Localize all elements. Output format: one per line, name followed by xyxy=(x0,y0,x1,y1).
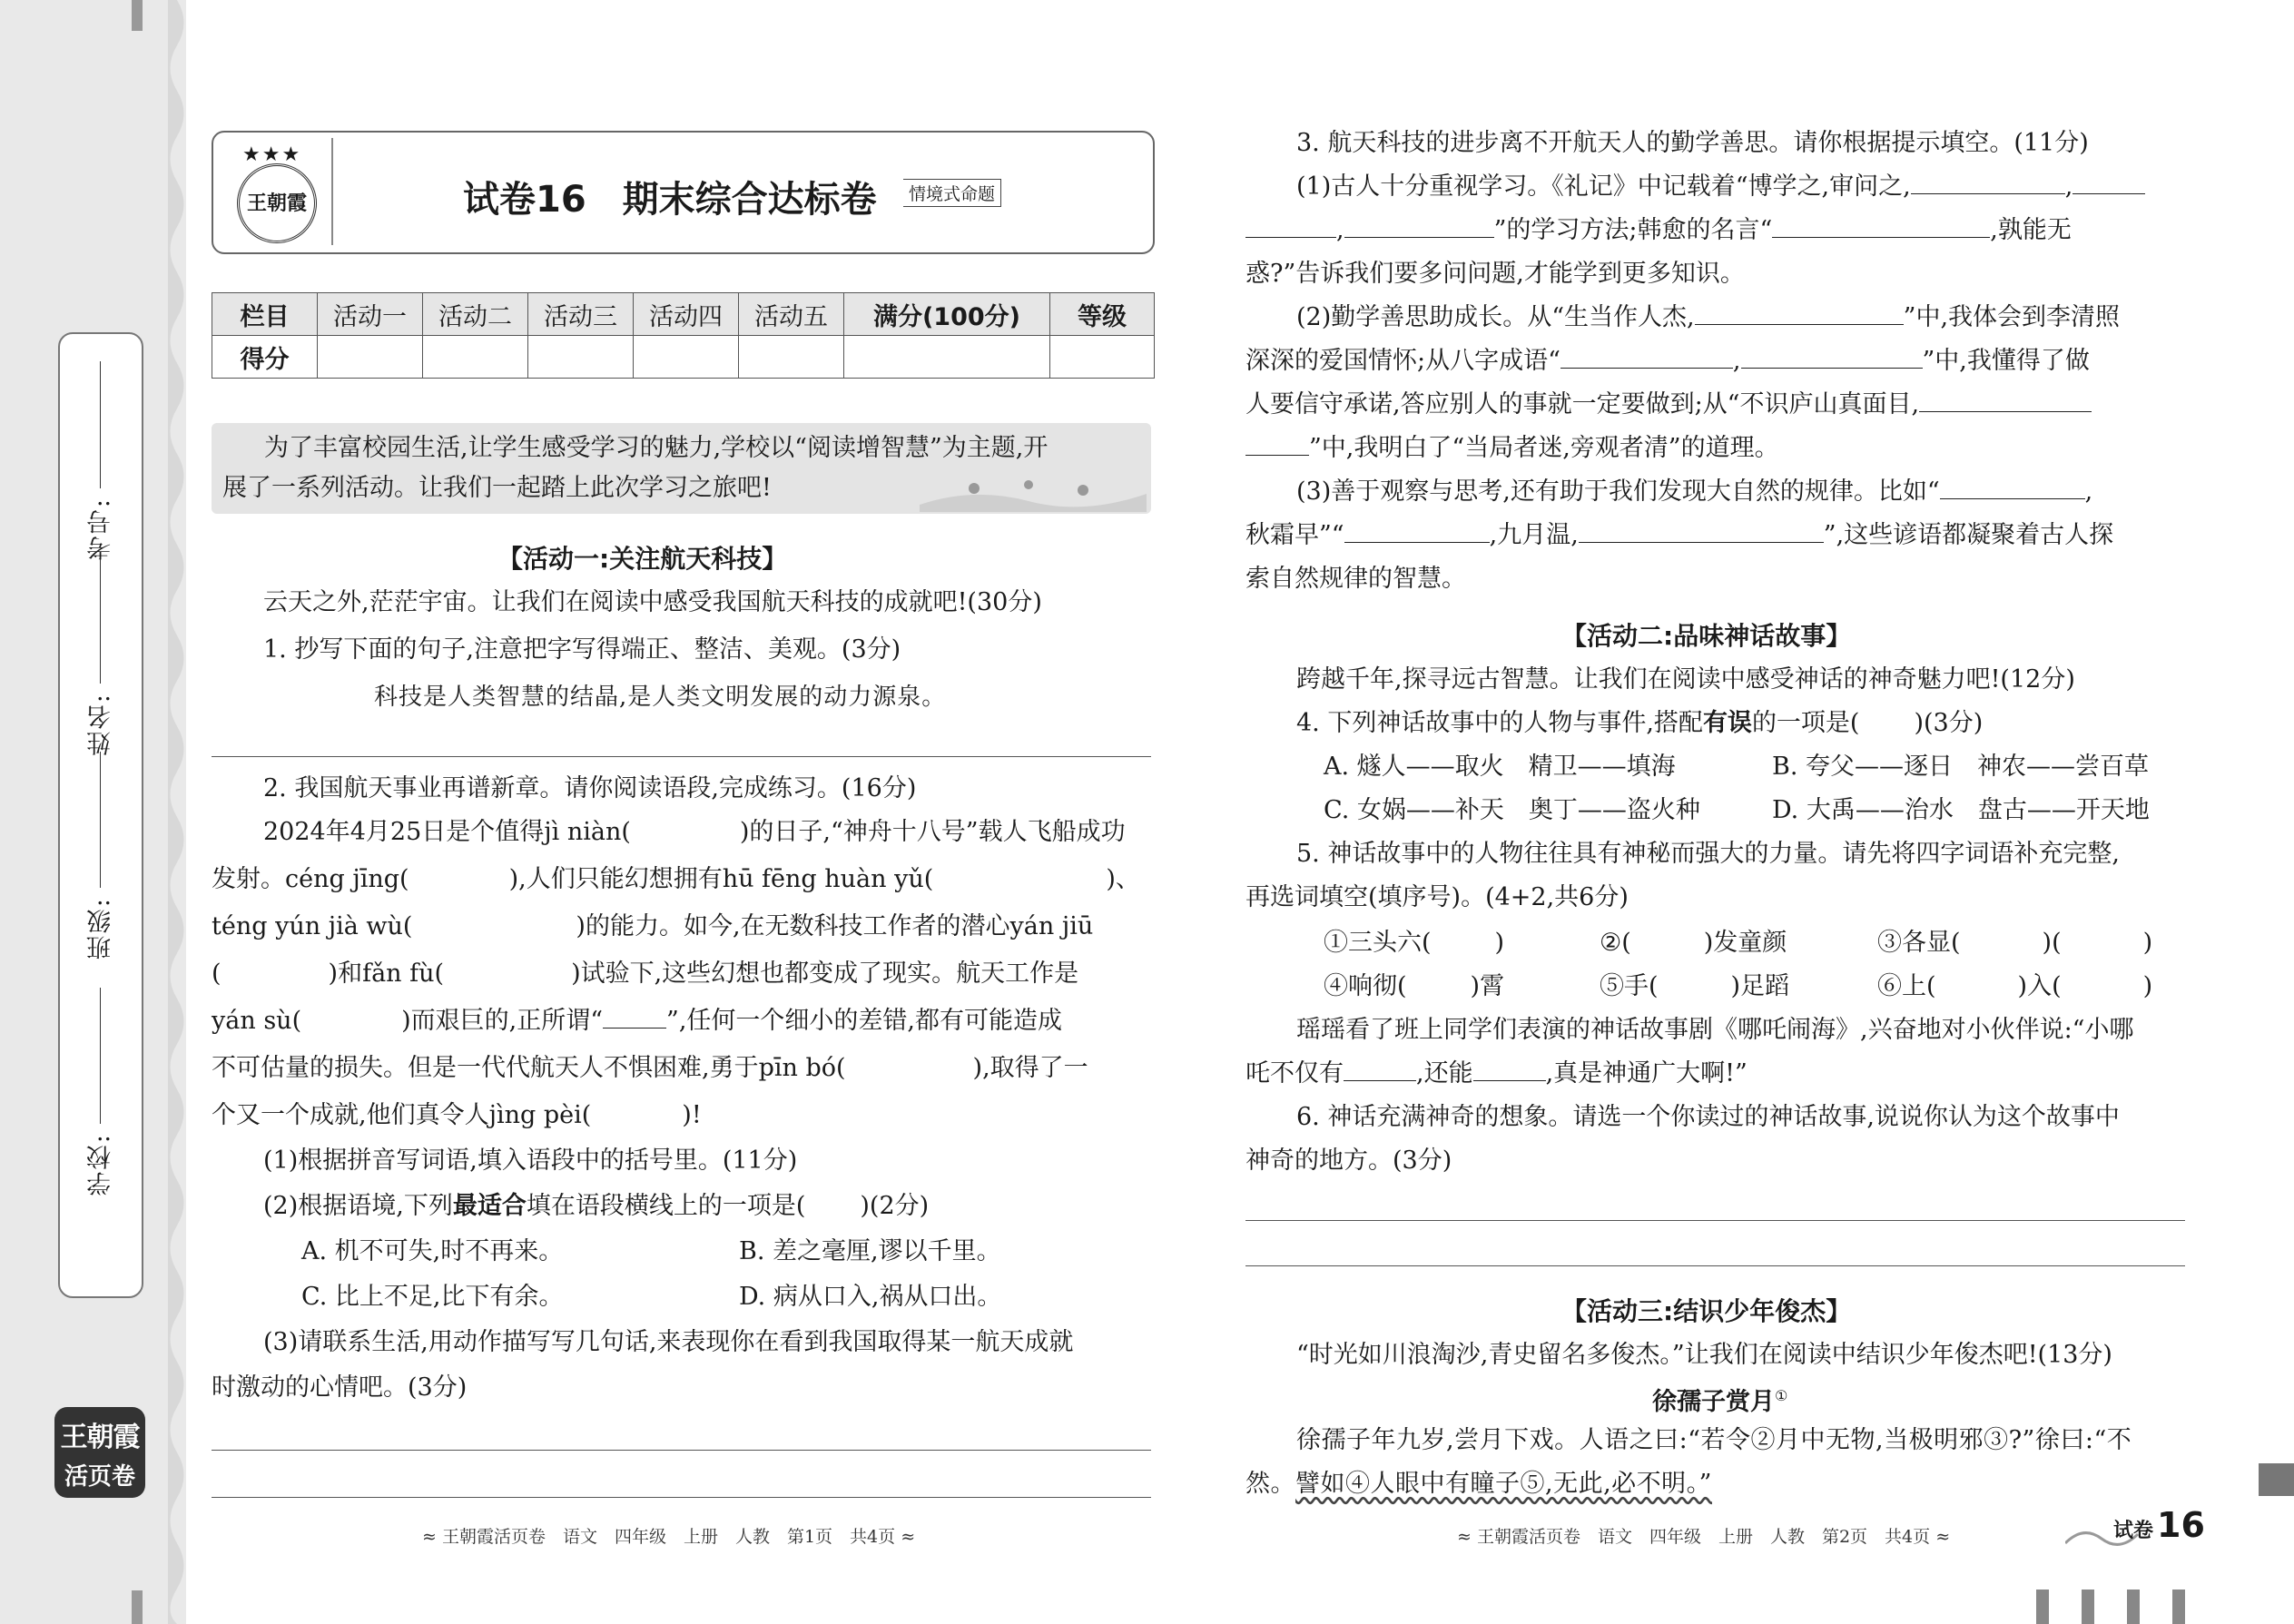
q3-text: 人要信守承诺,答应别人的事就一定要做到;从“不识庐山真面目, xyxy=(1245,390,1920,418)
q3-line: 惑?”告诉我们要多问问题,才能学到更多知识。 xyxy=(1245,260,1745,288)
passage-text: )和fǎn fù( xyxy=(328,960,445,988)
logo-seal xyxy=(222,138,333,245)
passage-line xyxy=(263,811,1126,854)
q3-text: ”中,我体会到李清照 xyxy=(1903,303,2121,331)
q3-line xyxy=(1245,209,2072,252)
paper-label: 试卷 xyxy=(2113,1520,2154,1542)
spine-top-mark xyxy=(132,0,143,31)
bottom-bar-mark xyxy=(2036,1590,2049,1624)
fill-blank[interactable] xyxy=(2072,168,2145,194)
passage-text: )而艰巨的,正所谓“ xyxy=(401,1007,604,1035)
passage-line xyxy=(212,1094,702,1137)
story-title-text: 徐孺子赏月 xyxy=(1652,1388,1775,1416)
sub-question: 时激动的心情吧。(3分) xyxy=(212,1373,468,1402)
edge-tab-marker xyxy=(2259,1463,2294,1496)
fill-blank[interactable] xyxy=(1245,429,1309,456)
decorative-landscape-icon xyxy=(920,468,1147,512)
fill-blank[interactable] xyxy=(1344,1055,1416,1081)
story-text: 徐孺子年九岁,尝月下戏。人语之曰:“若令②月中无物,当极明邪③?”徐曰:“不 xyxy=(1296,1426,2132,1454)
logo-circle xyxy=(237,163,317,243)
passage-text: ),人们只能幻想拥有hū fēng huàn yǔ( xyxy=(508,865,934,893)
passage-text: téng yún jià wù( xyxy=(212,912,413,940)
passage-text: 个又一个成就,他们真令人jìng pèi( xyxy=(212,1101,592,1129)
option-d: D. 病从口入,祸从口出。 xyxy=(739,1283,1002,1311)
q3-text: (3)善于观察与思考,还有助于我们发现大自然的规律。比如“ xyxy=(1296,477,1940,506)
footer-text: 王朝霞活页卷 语文 四年级 上册 人教 第1页 共4页 xyxy=(441,1527,896,1547)
sub-text: 填在语段横线上的一项是( xyxy=(526,1192,806,1220)
q3-text: , xyxy=(1336,216,1344,244)
word-text: ②( xyxy=(1600,929,1631,957)
brand-logo: 王朝霞 xyxy=(60,1422,140,1453)
activity1-intro: 云天之外,茫茫宇宙。让我们在阅读中感受我国航天科技的成就吧!(30分) xyxy=(263,588,1042,616)
answer-line[interactable] xyxy=(1245,1220,2185,1221)
q6-text: 神奇的地方。(3分) xyxy=(1245,1147,1452,1175)
score-cell[interactable] xyxy=(528,336,634,379)
school-label: 学校: xyxy=(87,1133,115,1196)
bottom-bar-mark xyxy=(2127,1590,2140,1624)
passage-text: ”,任何一个细小的差错,都有可能造成 xyxy=(666,1007,1062,1035)
q3-text: ”,这些谚语都凝聚着古人探 xyxy=(1823,521,2114,549)
story-line xyxy=(1245,1462,1712,1506)
passage-text: )的能力。如今,在无数科技工作者的潜心yán jiū xyxy=(576,912,1094,940)
page-title: 试卷16 期末综合达标卷 xyxy=(463,179,877,221)
q3-line xyxy=(1245,383,2092,427)
score-cell[interactable] xyxy=(634,336,739,379)
word-text: ) xyxy=(2142,929,2153,957)
fill-blank[interactable] xyxy=(1940,473,2085,499)
word-text: ④响彻( xyxy=(1324,972,1407,1000)
scenario-line xyxy=(1245,1052,1748,1096)
sub-text: )(2分) xyxy=(860,1192,930,1220)
word-text: ③各显( xyxy=(1877,929,1961,957)
word-text: ①三头六( xyxy=(1324,929,1432,957)
intro-line: 为了丰富校园生活,让学生感受学习的魅力,学校以“阅读增智慧”为主题,开 xyxy=(264,434,1049,462)
exam-no-field[interactable] xyxy=(100,361,101,488)
fill-blank[interactable] xyxy=(1695,299,1904,325)
passage-text: ( xyxy=(212,960,222,988)
word-item xyxy=(1324,921,1504,965)
table-header: 满分(100分) xyxy=(844,293,1050,336)
intro-banner xyxy=(212,423,1151,514)
passage-text: )的日子,“神舟十八号”载人飞船成功 xyxy=(739,818,1126,846)
story-text: 然。 xyxy=(1245,1470,1295,1498)
passage-line xyxy=(212,1047,1088,1090)
activity3-intro: “时光如川浪淘沙,青史留名多俊杰。”让我们在阅读中结识少年俊杰吧!(13分) xyxy=(1296,1341,2112,1369)
sub-question: (1)根据拼音写词语,填入语段中的括号里。(11分) xyxy=(263,1147,798,1175)
word-text: )足蹈 xyxy=(1730,972,1790,1000)
q3-text: 秋霜早”“ xyxy=(1245,521,1344,549)
story-underlined: 譬如④人眼中有瞳子⑤,无此,必不明。” xyxy=(1295,1470,1712,1498)
option-a: A. 燧人——取火 精卫——填海 xyxy=(1324,753,1676,781)
activity1-title: 【活动一:关注航天科技】 xyxy=(497,544,788,574)
table-header: 活动三 xyxy=(528,293,634,336)
table-header: 活动四 xyxy=(634,293,739,336)
table-header: 活动五 xyxy=(739,293,844,336)
q3-line xyxy=(1245,427,1779,470)
q3-line xyxy=(1245,514,2113,557)
passage-text: 发射。céng jīng( xyxy=(212,865,409,893)
q3-line xyxy=(1296,296,2120,340)
brand-badge xyxy=(54,1407,145,1498)
q3-text: ,孰能无 xyxy=(1990,216,2072,244)
name-label: 姓名: xyxy=(87,693,115,756)
passage-text: 不可估量的损失。但是一代代航天人不惧困难,勇于pīn bó( xyxy=(212,1054,846,1082)
answer-line[interactable] xyxy=(1245,1265,2185,1266)
paper-number: 16 xyxy=(2157,1505,2205,1545)
q3-line xyxy=(1296,470,2092,514)
school-field[interactable] xyxy=(100,988,101,1124)
score-cell[interactable] xyxy=(739,336,844,379)
word-text: ⑤手( xyxy=(1600,972,1659,1000)
q3-text: ”中,我明白了“当局者迷,旁观者清”的道理。 xyxy=(1309,434,1779,462)
score-cell[interactable] xyxy=(423,336,528,379)
passage-text: ),取得了一 xyxy=(972,1054,1088,1082)
fill-blank[interactable] xyxy=(1579,517,1824,543)
q3-text: (2)勤学善思助成长。从“生当作人杰, xyxy=(1296,303,1695,331)
activity2-title: 【活动二:品味神话故事】 xyxy=(1561,621,1852,651)
word-text: ) xyxy=(2042,929,2053,957)
bottom-bar-mark xyxy=(2172,1590,2185,1624)
crown-icon: ★★★ xyxy=(242,143,302,166)
q3-text: , xyxy=(1732,347,1741,375)
proverb-blank[interactable] xyxy=(603,1002,666,1029)
q3-line: 索自然规律的智慧。 xyxy=(1245,565,1466,593)
option-c: C. 女娲——补天 奥丁——盗火种 xyxy=(1324,796,1700,824)
story-note: ① xyxy=(1775,1387,1788,1404)
word-text: ⑥上( xyxy=(1877,972,1936,1000)
brand-sub: 活页卷 xyxy=(64,1463,135,1491)
footer-left: ≈ 王朝霞活页卷 语文 四年级 上册 人教 第1页 共4页 ≈ xyxy=(422,1527,916,1547)
q5-text: 再选词填空(填序号)。(4+2,共6分) xyxy=(1245,883,1629,911)
passage-line xyxy=(212,952,1078,996)
word-text: ) xyxy=(2142,972,2153,1000)
word-text: )霄 xyxy=(1470,972,1505,1000)
table-header: 活动二 xyxy=(423,293,528,336)
word-item xyxy=(1600,965,1789,1009)
passage-text: )试验下,这些幻想也都变成了现实。航天工作是 xyxy=(571,960,1079,988)
exam-no-label: 考号: xyxy=(87,497,115,561)
answer-line[interactable] xyxy=(212,1497,1151,1498)
passage-text: yán sù( xyxy=(212,1007,302,1035)
story-title xyxy=(1652,1374,1787,1424)
sub-text: (2)根据语境,下列 xyxy=(263,1192,453,1220)
q4-line xyxy=(1296,702,1983,745)
score-table-row xyxy=(212,336,1155,379)
fill-blank[interactable] xyxy=(1919,386,2092,412)
table-header: 栏目 xyxy=(212,293,318,336)
q3-text: 深深的爱国情怀;从八字成语“ xyxy=(1245,347,1561,375)
scenario-text: ,还能 xyxy=(1416,1059,1473,1088)
title-tag: 情境式命题 xyxy=(903,179,1001,207)
word-item xyxy=(1877,921,2152,965)
passage-line xyxy=(212,858,1140,901)
word-item xyxy=(1877,965,2152,1009)
footer-right: ≈ 王朝霞活页卷 语文 四年级 上册 人教 第2页 共4页 ≈ xyxy=(1457,1527,1951,1547)
q4-text: )(3分) xyxy=(1914,709,1984,737)
name-field[interactable] xyxy=(100,556,101,684)
answer-line[interactable] xyxy=(212,1450,1151,1451)
q4-text: 的一项是( xyxy=(1751,709,1860,737)
footer-text: 王朝霞活页卷 语文 四年级 上册 人教 第2页 共4页 xyxy=(1476,1527,1931,1547)
fill-blank[interactable] xyxy=(1772,212,1990,238)
q1-text: 1. 抄写下面的句子,注意把字写得端正、整洁、美观。(3分) xyxy=(263,635,901,664)
word-item xyxy=(1600,921,1787,965)
fill-blank[interactable] xyxy=(1344,212,1494,238)
q3-text: ”中,我懂得了做 xyxy=(1922,347,2090,375)
word-text: ( xyxy=(2052,929,2062,957)
sub-question xyxy=(263,1185,929,1228)
fill-blank[interactable] xyxy=(1911,168,2065,194)
sub-question: (3)请联系生活,用动作描写写几句话,来表现你在看到我国取得某一航天成就 xyxy=(263,1328,1074,1356)
scenario-text: 瑶瑶看了班上同学们表演的神话故事剧《哪吒闹海》,兴奋地对小伙伴说:“小哪 xyxy=(1296,1016,2134,1044)
word-text: )发童颜 xyxy=(1703,929,1787,957)
q1-sentence: 科技是人类智慧的结晶,是人类文明发展的动力源泉。 xyxy=(374,684,947,711)
score-table xyxy=(212,292,1155,379)
q5-text: 5. 神话故事中的人物往往具有神秘而强大的力量。请先将四字词语补充完整, xyxy=(1296,840,2120,868)
q3-line xyxy=(1245,340,2090,383)
student-info-box xyxy=(58,332,143,1298)
passage-line xyxy=(212,999,1062,1043)
class-field[interactable] xyxy=(100,752,101,888)
q4-emphasis: 有误 xyxy=(1702,709,1752,737)
q3-text: , xyxy=(2064,172,2073,201)
q4-text: 4. 下列神话故事中的人物与事件,搭配 xyxy=(1296,709,1703,737)
intro-line: 展了一系列活动。让我们一起踏上此次学习之旅吧! xyxy=(222,474,772,502)
class-label: 班级: xyxy=(87,897,115,960)
table-header: 活动一 xyxy=(318,293,423,336)
q3-text: ”的学习方法;韩愈的名言“ xyxy=(1493,216,1773,244)
table-header: 等级 xyxy=(1050,293,1155,336)
passage-text: )! xyxy=(682,1101,702,1129)
score-table-header-row xyxy=(212,293,1155,336)
fill-blank[interactable] xyxy=(1245,212,1336,238)
word-item xyxy=(1324,965,1504,1009)
score-cell[interactable] xyxy=(318,336,423,379)
q3-text: 3. 航天科技的进步离不开航天人的勤学善思。请你根据提示填空。(11分) xyxy=(1296,129,2089,157)
word-text: )入( xyxy=(2017,972,2062,1000)
q1-answer-line[interactable] xyxy=(212,756,1151,757)
passage-line xyxy=(212,905,1093,949)
sub-emphasis: 最适合 xyxy=(452,1192,527,1220)
spine-bottom-mark xyxy=(132,1590,143,1624)
option-c: C. 比上不足,比下有余。 xyxy=(301,1283,564,1311)
score-cell[interactable] xyxy=(844,336,1050,379)
fill-blank[interactable] xyxy=(1473,1055,1546,1081)
bottom-bar-mark xyxy=(2082,1590,2094,1624)
paper-badge xyxy=(2113,1505,2205,1545)
q3-text: ,九月温, xyxy=(1489,521,1579,549)
passage-text: 2024年4月25日是个值得jì niàn( xyxy=(263,818,631,846)
score-cell[interactable] xyxy=(1050,336,1155,379)
option-b: B. 差之毫厘,谬以千里。 xyxy=(739,1237,1001,1265)
q6-text: 6. 神话充满神奇的想象。请选一个你读过的神话故事,说说你认为这个故事中 xyxy=(1296,1103,2120,1131)
q3-text: (1)古人十分重视学习。《礼记》中记载着“博学之,审问之, xyxy=(1296,172,1911,201)
word-text: ) xyxy=(1494,929,1505,957)
passage-text: )、 xyxy=(1106,865,1140,893)
fill-blank[interactable] xyxy=(1741,342,1923,369)
option-b: B. 夸父——逐日 神农——尝百草 xyxy=(1772,753,2150,781)
q2-text: 2. 我国航天事业再谱新章。请你阅读语段,完成练习。(16分) xyxy=(263,774,917,802)
q3-text: , xyxy=(2084,477,2093,506)
q3-line xyxy=(1296,165,2145,209)
option-a: A. 机不可失,时不再来。 xyxy=(301,1237,564,1265)
logo-text: 王朝霞 xyxy=(246,192,307,215)
activity3-title: 【活动三:结识少年俊杰】 xyxy=(1561,1296,1852,1326)
binding-wave-edge xyxy=(168,0,195,1624)
option-d: D. 大禹——治水 盘古——开天地 xyxy=(1772,796,2150,824)
scenario-text: ,真是神通广大啊!” xyxy=(1545,1059,1748,1088)
scenario-text: 吒不仅有 xyxy=(1245,1059,1344,1088)
activity2-intro: 跨越千年,探寻远古智慧。让我们在阅读中感受神话的神奇魅力吧!(12分) xyxy=(1296,665,2075,694)
title-box xyxy=(212,131,1155,254)
score-row-label: 得分 xyxy=(212,336,318,379)
fill-blank[interactable] xyxy=(1561,342,1733,369)
fill-blank[interactable] xyxy=(1344,517,1490,543)
